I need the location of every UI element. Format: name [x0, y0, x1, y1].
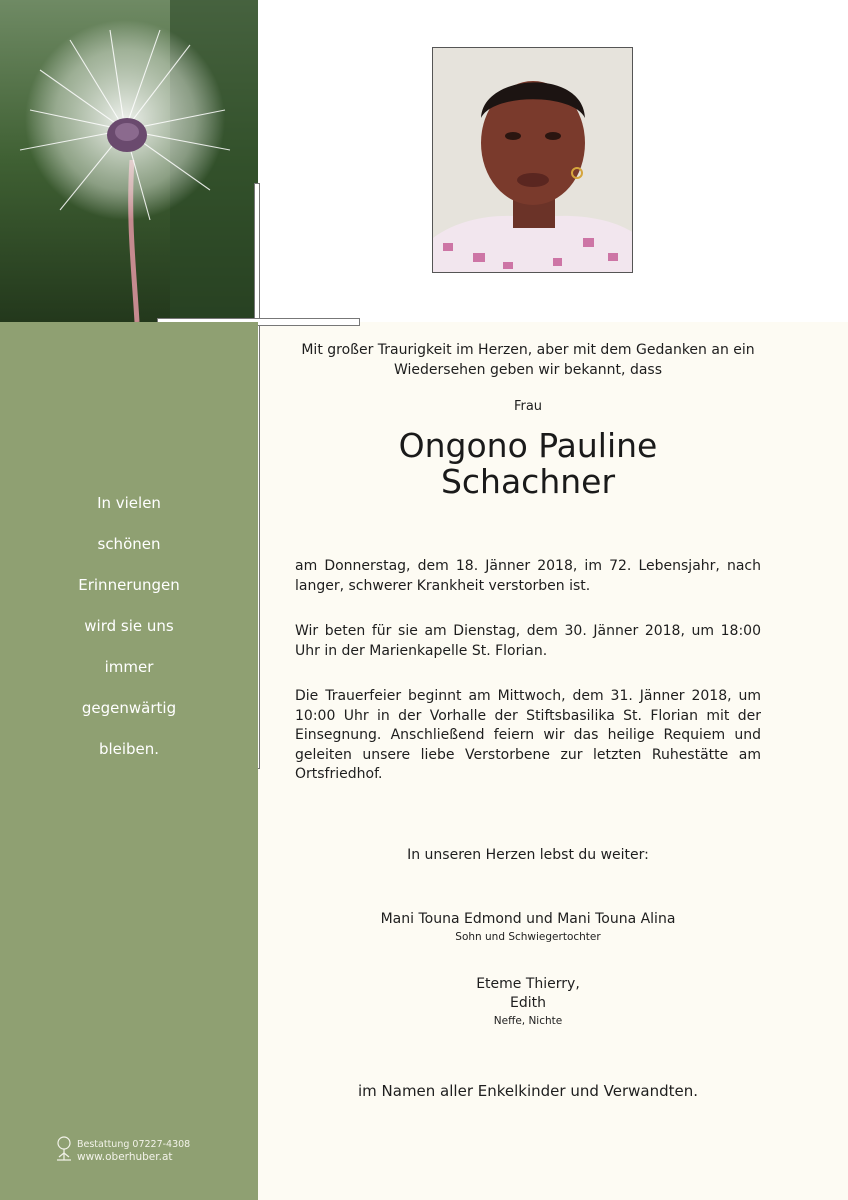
mourner-relation: Sohn und Schwiegertochter [455, 931, 601, 943]
tree-logo-icon [53, 1135, 75, 1161]
mourner-name: Eteme Thierry, [476, 976, 580, 992]
salutation: Frau [513, 399, 543, 414]
intro-line: Mit großer Traurigkeit im Herzen, aber mit dem Gedanken an ein [301, 342, 755, 358]
poem-line: wird sie uns [84, 617, 174, 635]
prayer-paragraph: Wir beten für sie am Dienstag, dem 30. Jänner 2018, um 18:00 Uhr in der Marienkapelle St. Florian. [295, 623, 761, 659]
funeral-service-paragraph: Die Trauerfeier beginnt am Mittwoch, dem 31. Jänner 2018, um 10:00 Uhr in der Vorhalle der Stiftsbasilika St. Florian mit der Einsegnung. Anschließend feiern wir das heilige Requiem und geleiten unsere liebe Verstorbene zur letzten Ruhestätte am Ortsfriedhof. [295, 688, 761, 782]
intro-line: Wiedersehen geben wir bekannt, dass [393, 362, 662, 378]
funeral-home-logo [53, 1135, 203, 1165]
remembrance-line: In unseren Herzen lebst du weiter: [407, 847, 649, 863]
poem-line: Erinnerungen [78, 576, 180, 594]
logo-phone-line: Bestattung 07227-4308 [77, 1139, 191, 1150]
mourner-name: Edith [510, 995, 546, 1011]
intro-text [270, 340, 786, 380]
poem-line: bleiben. [98, 740, 160, 758]
poem-line: In vielen [97, 494, 161, 512]
mourner-relation: Neffe, Nichte [493, 1015, 563, 1027]
poem-line: immer [104, 658, 154, 676]
poem-line: gegenwärtig [81, 699, 177, 717]
name-first-line: Ongono Pauline [398, 426, 658, 465]
memorial-poem [0, 490, 258, 777]
dandelion-photo [0, 0, 258, 322]
deceased-name [270, 428, 786, 500]
mourner-name: Mani Touna Edmond und Mani Touna Alina [380, 911, 676, 927]
logo-website: www.oberhuber.at [77, 1151, 173, 1163]
deceased-portrait [432, 47, 633, 273]
death-notice-paragraph: am Donnerstag, dem 18. Jänner 2018, im 72. Lebensjahr, nach langer, schwerer Krankheit verstorben ist. [295, 558, 761, 594]
poem-line: schönen [97, 535, 161, 553]
name-last-line: Schachner [440, 462, 616, 501]
closing-line: im Namen aller Enkelkinder und Verwandten. [357, 1082, 698, 1100]
